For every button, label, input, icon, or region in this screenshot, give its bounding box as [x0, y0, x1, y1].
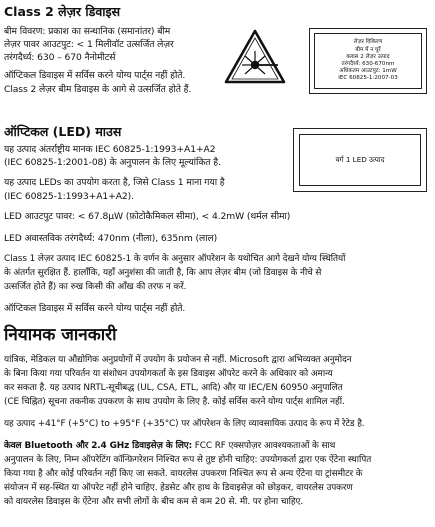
regulatory-paragraph: (CE चिह्नित) सूचना तकनीक उपकरण के साथ उपयोग के लिए है. कोई सर्विस करने योग्य पार्ट्स शामिल नहीं.	[4, 397, 345, 407]
laser-warning-icon	[223, 28, 287, 86]
laser-heading: Class 2 लेज़र डिवाइस	[4, 4, 121, 19]
operating-temperature: यह उत्पाद +41°F (+5°C) to +95°F (+35°C) पर ऑपरेशन के लिए व्यावसायिक उत्पाद के रूप में रेटेड है.	[4, 419, 365, 429]
led-safety-paragraph: के अंतर्गत सुरक्षित हैं. हालाँकि, यहाँ अनुशंसा की जाती है, कि आप लेज़र बीम (जो डिवाइस के नीचे से	[4, 268, 322, 278]
led-class-label	[293, 128, 427, 192]
led-heading: ऑप्टिकल (LED) माउस	[4, 124, 122, 139]
led-wavelength: LED अवास्तविक तरंगदैर्ध्य: 470nm (नीला), 635nm (लाल)	[4, 233, 218, 244]
laser-label-line: लेज़र विकिरण	[353, 39, 383, 46]
laser-label-line: अधिकतम आउटपुट: 1mW	[339, 68, 397, 75]
laser-label-line: तरंगदैर्ध्य: 630-670nm	[341, 61, 395, 67]
led-service-note: ऑप्टिकल डिवाइस में सर्विस करने योग्य पार्ट्स नहीं होते.	[4, 303, 186, 314]
bluetooth-compliance-line: किया गया है और कोई परिवर्तन नहीं किए जा सकते. वायरलेस उपकरण निश्चित रूप से अन्य ऐंटेना या ट्रांसमीटर के	[4, 469, 363, 479]
regulatory-heading: नियामक जानकारी	[4, 325, 117, 345]
led-safety-paragraph: उत्सर्जित होते हैं) का रुख किसी की आँख की तरफ न करें.	[4, 282, 187, 292]
regulatory-paragraph: कर सकता है. यह उत्पाद NRTL-सूचीबद्ध (UL, CSA, ETL, आदि) और या IEC/EN 60950 अनुपालित	[4, 383, 343, 393]
laser-emission-note: Class 2 लेज़र बीम डिवाइस के आगे से उत्सर्जित होते हैं.	[4, 84, 192, 95]
laser-label-line: क्लास 2 लेज़र उत्पाद	[346, 53, 390, 60]
regulatory-paragraph: यांत्रिक, मेडिकल या औद्योगिक अनुप्रयोगों में उपयोग के प्रयोजन से नहीं. Microsoft द्वारा अभिव्यक्त अनुमोदन	[4, 355, 352, 365]
led-standard-line: यह उत्पाद अंतर्राष्ट्रीय मानक IEC 60825-1:1993+A1+A2	[4, 144, 216, 155]
bluetooth-compliance-line: को वायरलेस डिवाइस के ऐंटेना और सभी लोगों के बीच कम से कम 20 से. मी. पर होना चाहिए.	[4, 497, 304, 507]
laser-label-line: बीम में न घूरें	[355, 46, 381, 53]
laser-power-output: लेज़र पावर आउटपुट: < 1 मिलीवॉट उत्सर्जित लेज़र	[4, 39, 174, 50]
bluetooth-bold-prefix: केवल Bluetooth और 2.4 GHz डिवाइसेज़ के लिए:	[4, 441, 193, 451]
led-safety-paragraph: Class 1 लेज़र उत्पाद IEC 60825-1 के वर्णन के अनुसार ऑपरेशन के यथोचित आगे देखने योग्य स्थितियों	[4, 254, 346, 264]
laser-wavelength: तरंगदैर्ध्य: 630 – 670 नैनोमीटर्स	[4, 52, 116, 63]
laser-service-note: ऑप्टिकल डिवाइस में सर्विस करने योग्य पार्ट्स नहीं होते.	[4, 70, 186, 81]
laser-label-line: IEC 60825-1:2007-03	[338, 75, 398, 82]
bluetooth-line-rest: FCC RF एक्सपोज़र आवश्यकताओं के साथ	[192, 441, 336, 451]
bluetooth-compliance-line: संयोजन में सह-स्थित या ऑपरेट नहीं होने चाहिए. हेडसेट और हाथ के डिवाइसेज़ को छोड़कर, वायरलेस उपकरण	[4, 483, 353, 493]
bluetooth-compliance-line	[4, 440, 335, 452]
regulatory-paragraph: के बिना किया गया परिवर्तन या संशोधन उपयोगकर्ता के इस डिवाइस ऑपरेट करने के अधिकार को अमान्य	[4, 369, 333, 379]
bluetooth-compliance-line: अनुपालन के लिए, निम्न ऑपरेटिंग कॉन्फ़िगरेशन निश्चित रूप से तुष्ट होनी चाहिए: उपयोगकर्ता द्वारा एक ऐंटेना स्थापित	[4, 455, 372, 465]
led-standard-line: (IEC 60825-1:2001-08) के अनुपालन के लिए मूल्यांकित है.	[4, 157, 221, 168]
laser-class-label	[309, 28, 427, 94]
led-output-power: LED आउटपुट पावर: < 67.8µW (फ़ोटोकैमिकल सीमा), < 4.2mW (थर्मल सीमा)	[4, 211, 291, 222]
led-class-line: यह उत्पाद LEDs का उपयोग करता है, जिसे Class 1 माना गया है	[4, 177, 225, 188]
laser-beam-description: बीम विवरण: प्रकाश का सन्धानिक (समानांतर) बीम	[4, 26, 171, 37]
led-label-text: वर्ग 1 LED उत्पाद	[335, 155, 385, 164]
led-class-line: (IEC 60825-1:1993+A1+A2).	[4, 191, 134, 202]
